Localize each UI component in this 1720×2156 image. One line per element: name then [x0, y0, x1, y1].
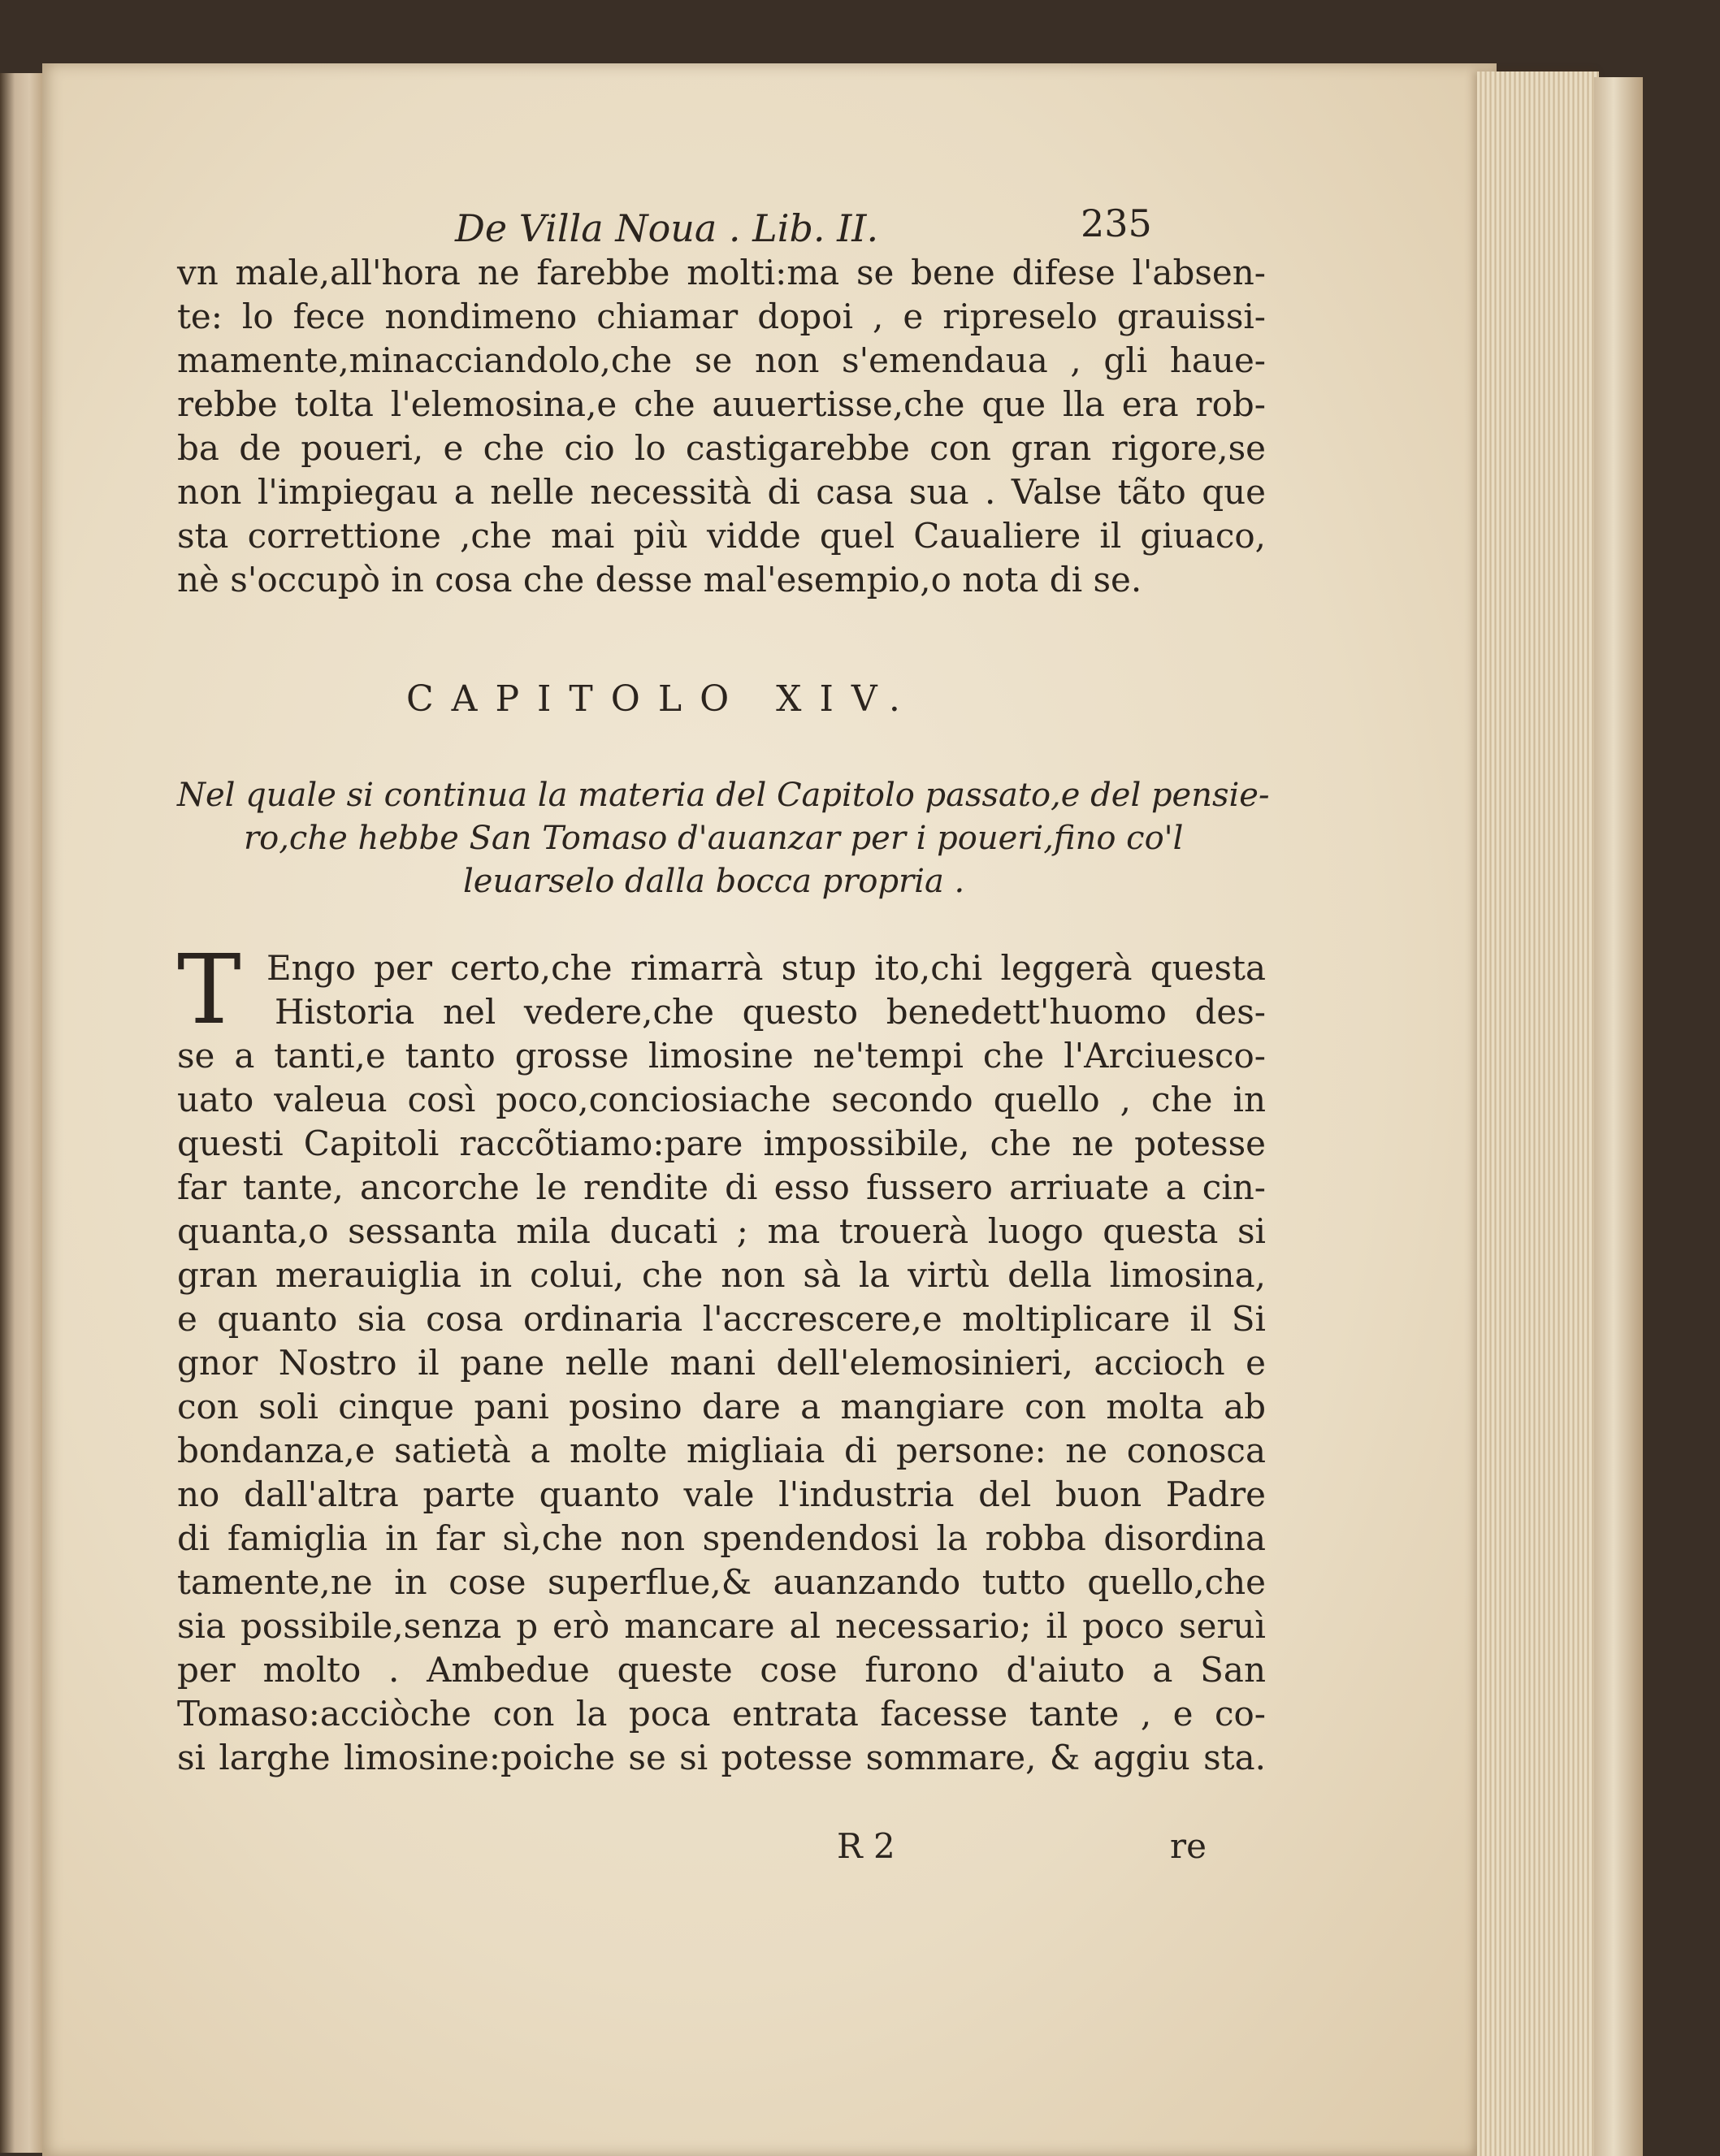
text-line: gnor Nostro il pane nelle mani dell'elemosinieri, accioch e: [177, 1343, 1266, 1383]
text-line: Engo per certo,che rimarrà stup ito,chi leggerà questa: [266, 948, 1266, 988]
text-line: te: lo fece nondimeno chiamar dopoi , e ripreselo grauissi-: [177, 297, 1266, 336]
text-line: sta correttione ,che mai più vidde quel Caualiere il giuaco,: [177, 516, 1266, 556]
text-line: per molto . Ambedue queste cose furono d'aiuto a San: [177, 1650, 1266, 1690]
text-line: mamente,minacciandolo,che se non s'emendaua , gli haue-: [177, 340, 1266, 380]
text-line: rebbe tolta l'elemosina,e che auuertisse,che que lla era rob-: [177, 384, 1266, 424]
text-line: con soli cinque pani posino dare a mangiare con molta ab: [177, 1387, 1266, 1427]
left-page-edge: [0, 73, 42, 2153]
text-line: e quanto sia cosa ordinaria l'accrescere,e moltiplicare il Si: [177, 1299, 1266, 1339]
text-line: tamente,ne in cose superflue,& auanzando tutto quello,che: [177, 1562, 1266, 1602]
text-line: uato valeua così poco,conciosiache secondo quello , che in: [177, 1080, 1266, 1119]
book-cover-edge: [1594, 77, 1643, 2156]
text-line: non l'impiegau a nelle necessità di casa sua . Valse tãto que: [177, 472, 1266, 512]
text-line: Historia nel vedere,che questo benedett'huomo des-: [275, 992, 1266, 1032]
text-line: di famiglia in far sì,che non spendendosi la robba disordina: [177, 1518, 1266, 1558]
text-line: Tomaso:acciòche con la poca entrata facesse tante , e co-: [177, 1694, 1266, 1734]
text-line: no dall'altra parte quanto vale l'industria del buon Padre: [177, 1474, 1266, 1514]
text-line: se a tanti,e tanto grosse limosine ne'tempi che l'Arciuesco-: [177, 1036, 1266, 1076]
text-line: sia possibile,senza p erò mancare al necessario; il poco seruì: [177, 1606, 1266, 1646]
running-head: De Villa Noua . Lib. II.: [455, 206, 879, 250]
text-line: nè s'occupò in cosa che desse mal'esempio,o nota di se.: [177, 560, 1142, 600]
text-line: questi Capitoli raccõtiamo:pare impossibile, che ne potesse: [177, 1123, 1266, 1163]
catchword: re: [1170, 1826, 1207, 1866]
drop-cap: T: [177, 933, 241, 1046]
text-line: quanta,o sessanta mila ducati ; ma trouerà luogo questa si: [177, 1211, 1266, 1251]
chapter-summary-line: Nel quale si continua la materia del Capitolo passato,e del pensie-: [177, 777, 1270, 814]
text-line: gran merauiglia in colui, che non sà la virtù della limosina,: [177, 1255, 1266, 1295]
text-line: far tante, ancorche le rendite di esso fussero arriuate a cin-: [177, 1167, 1266, 1207]
text-line: vn male,all'hora ne farebbe molti:ma se bene difese l'absen-: [177, 253, 1266, 292]
chapter-title: CAPITOLO XIV.: [406, 678, 918, 720]
page-stack-edge: [1477, 71, 1599, 2156]
page-number: 235: [1081, 201, 1152, 245]
text-line: bondanza,e satietà a molte migliaia di persone: ne conosca: [177, 1431, 1266, 1470]
chapter-summary-line: leuarselo dalla bocca propria .: [463, 863, 965, 900]
chapter-summary-line: ro,che hebbe San Tomaso d'auanzar per i poueri,fino co'l: [244, 820, 1184, 857]
signature-mark: R 2: [837, 1826, 895, 1866]
text-line: si larghe limosine:poiche se si potesse sommare, & aggiu sta.: [177, 1738, 1266, 1777]
text-line: ba de poueri, e che cio lo castigarebbe con gran rigore,se: [177, 428, 1266, 468]
